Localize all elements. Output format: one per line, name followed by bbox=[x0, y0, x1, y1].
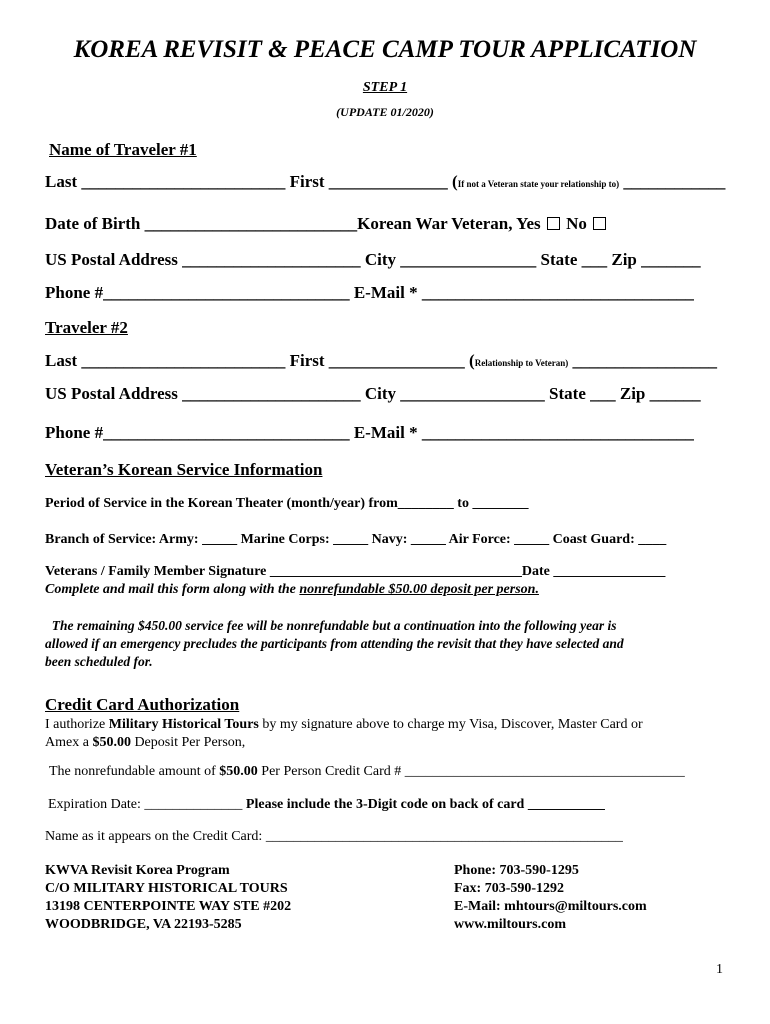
traveler2-last-first: Last ________________________ First ________________ bbox=[45, 351, 470, 370]
veteran-no-label: No bbox=[561, 214, 592, 233]
traveler2-relationship-blank: _________________ bbox=[568, 351, 717, 370]
auth-company: Military Historical Tours bbox=[108, 717, 259, 732]
traveler2-address-line[interactable]: US Postal Address _____________________ City _________________ State ___ Zip ______ bbox=[45, 384, 701, 403]
address-line: WOODBRIDGE, VA 22193-5285 bbox=[45, 917, 242, 932]
address-line: 13198 CENTERPOINTE WAY STE #202 bbox=[45, 899, 292, 914]
contact-email[interactable]: E-Mail: mhtours@miltours.com bbox=[454, 899, 647, 914]
credit-auth-line-1 bbox=[45, 717, 643, 733]
traveler1-heading: Name of Traveler #1 bbox=[49, 140, 197, 159]
cvv-instruction: Please include the 3-Digit code on back of card ___________ bbox=[245, 797, 605, 812]
traveler1-phone-email-line[interactable]: Phone #_____________________________ E-Mail * ________________________________ bbox=[45, 283, 694, 302]
address-line: KWVA Revisit Korea Program bbox=[45, 863, 230, 878]
amount-value: $50.00 bbox=[219, 764, 258, 779]
service-branch-line[interactable]: Branch of Service: Army: _____ Marine Corps: _____ Navy: _____ Air Force: _____ Coast Guard: ____ bbox=[45, 532, 667, 547]
credit-auth-line-2 bbox=[45, 735, 245, 751]
traveler2-name-line[interactable] bbox=[45, 351, 717, 371]
mail-text: Complete and mail this form along with the bbox=[45, 582, 300, 597]
cardholder-name-line[interactable]: Name as it appears on the Credit Card: ___________________________________________________ bbox=[45, 829, 623, 844]
address-line: C/O MILITARY HISTORICAL TOURS bbox=[45, 881, 288, 896]
auth-text-c: by my signature above to charge my Visa, Discover, Master Card or bbox=[258, 717, 643, 732]
form-title: KOREA REVISIT & PEACE CAMP TOUR APPLICATION bbox=[73, 36, 697, 63]
contact-fax: Fax: 703-590-1292 bbox=[454, 881, 565, 896]
remaining-fee-line-3: been scheduled for. bbox=[45, 654, 153, 669]
auth2-amount: $50.00 bbox=[92, 735, 131, 750]
veteran-no-checkbox[interactable] bbox=[593, 217, 606, 230]
remaining-fee-line-1: The remaining $450.00 service fee will be nonrefundable but a continuation into the following year is bbox=[45, 618, 617, 633]
traveler2-relationship-note: Relationship to Veteran) bbox=[474, 358, 569, 368]
expiration-text: Expiration Date: ______________ bbox=[48, 797, 246, 812]
traveler1-address-line[interactable]: US Postal Address _____________________ City ________________ State ___ Zip _______ bbox=[45, 250, 701, 269]
mail-deposit-note: nonrefundable $50.00 deposit per person. bbox=[299, 582, 539, 597]
contact-phone: Phone: 703-590-1295 bbox=[454, 863, 579, 878]
service-period-line[interactable]: Period of Service in the Korean Theater (month/year) from________ to ________ bbox=[45, 496, 529, 511]
traveler2-phone-email-line[interactable]: Phone #_____________________________ E-Mail * ________________________________ bbox=[45, 423, 694, 442]
traveler2-heading: Traveler #2 bbox=[45, 318, 128, 337]
traveler1-relationship-note: If not a Veteran state your relationship to) bbox=[457, 179, 620, 189]
credit-heading: Credit Card Authorization bbox=[45, 695, 240, 714]
amount-text-a: The nonrefundable amount of bbox=[49, 764, 220, 779]
mail-instructions bbox=[45, 582, 539, 598]
traveler2-rel-open: ( bbox=[469, 351, 475, 370]
traveler1-dob: Date of Birth _________________________Korean War Veteran, Yes bbox=[45, 214, 545, 233]
service-heading: Veteran’s Korean Service Information bbox=[45, 460, 323, 479]
expiration-line[interactable] bbox=[48, 797, 605, 813]
traveler1-dob-line[interactable] bbox=[45, 214, 608, 234]
update-label: (UPDATE 01/2020) bbox=[336, 105, 434, 119]
contact-block bbox=[454, 862, 647, 934]
mailing-address-block bbox=[45, 862, 291, 934]
veteran-yes-checkbox[interactable] bbox=[547, 217, 560, 230]
page-number: 1 bbox=[716, 962, 723, 977]
auth-text-a: I authorize bbox=[45, 717, 109, 732]
traveler1-rel-open: ( bbox=[452, 172, 458, 191]
step-label: STEP 1 bbox=[362, 80, 408, 95]
traveler1-last-first: Last ________________________ First ______________ bbox=[45, 172, 453, 191]
amount-text-c: Per Person Credit Card # ________________________________________ bbox=[257, 764, 685, 779]
auth2-text-c: Deposit Per Person, bbox=[130, 735, 246, 750]
credit-card-number-line[interactable] bbox=[49, 764, 685, 780]
signature-line[interactable]: Veterans / Family Member Signature ____________________________________Date ________________ bbox=[45, 564, 666, 579]
auth2-text-a: Amex a bbox=[45, 735, 93, 750]
remaining-fee-line-2: allowed if an emergency precludes the participants from attending the revisit that they have selected and bbox=[45, 636, 624, 651]
traveler1-name-line[interactable] bbox=[45, 172, 725, 192]
contact-website[interactable]: www.miltours.com bbox=[454, 917, 566, 932]
traveler1-relationship-blank: ____________ bbox=[619, 172, 726, 191]
